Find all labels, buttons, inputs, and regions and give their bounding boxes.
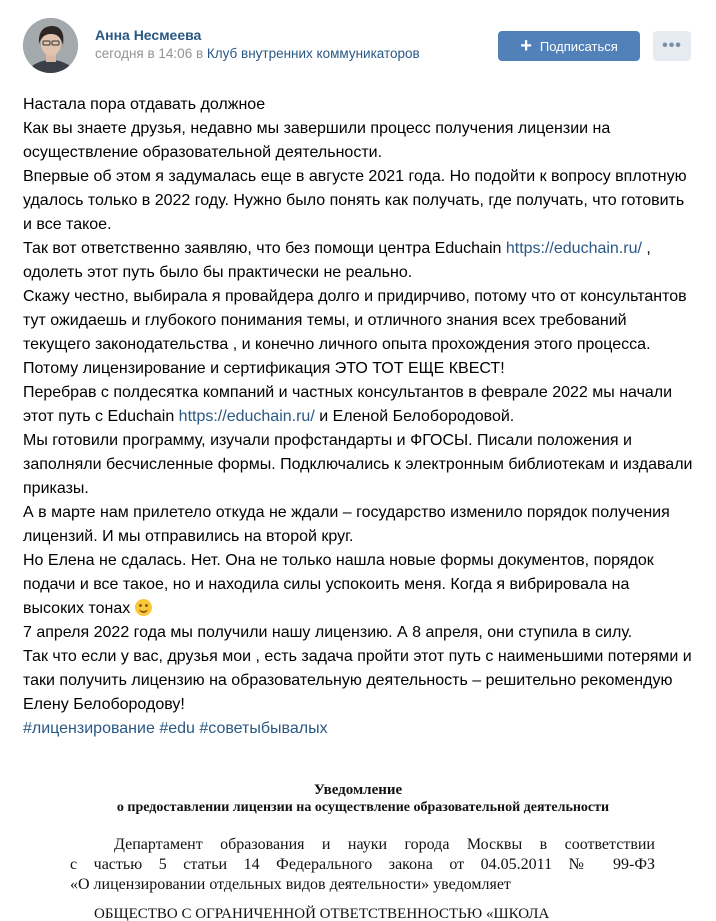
plus-icon: + [520, 35, 532, 57]
hashtag-link[interactable]: #советыбывалых [199, 720, 328, 737]
group-link[interactable]: Клуб внутренних коммуникаторов [206, 46, 420, 61]
post-paragraph: Настала пора отдавать должное [23, 96, 266, 113]
more-icon: ••• [662, 37, 682, 54]
document-line: «О лицензировании отдельных видов деятельности» уведомляет [70, 876, 511, 893]
text-span: Перебрав с полдесятка компаний и частных консультантов в феврале 2022 мы начали этот путь с Educhain [23, 384, 673, 425]
post-paragraph: Впервые об этом я задумалась еще в августе 2021 года. Но подойти к вопросу вплотную удалось только в 2022 году. Нужно было понять как получать, где получать, что готовить и все такое. [23, 168, 687, 233]
subscribe-button[interactable] [498, 31, 640, 61]
post-paragraph [23, 237, 693, 285]
post-paragraph: Мы готовили программу, изучали профстандарты и ФГОСЫ. Писали положения и заполняли бесчисленные формы. Подключались к электронным библиотекам и издавали приказы. [23, 432, 693, 497]
post-paragraph: А в марте нам прилетело откуда не ждали – государство изменило порядок получения лицензий. И мы отправились на второй круг. [23, 504, 670, 545]
subscribe-label: Подписаться [539, 38, 618, 54]
author-name[interactable]: Анна Несмеева [95, 27, 202, 43]
text-span: Но Елена не сдалась. Нет. Она не только нашла новые формы документов, порядок подачи и все такое, но и находила силы успокоить меня. Когда я вибрировала на высоких тонах [23, 552, 654, 617]
text-span: , одолеть этот путь было бы практически не реально. [23, 240, 651, 281]
document-line: ОБЩЕСТВО С ОГРАНИЧЕННОЙ ОТВЕТСТВЕННОСТЬЮ «ШКОЛА [94, 906, 550, 921]
document-line: Департамент образования и науки города Москвы в соответствии [114, 836, 655, 853]
author-avatar[interactable] [23, 18, 78, 73]
document-line: с частью 5 статьи 14 Федерального закона от 04.05.2011 № 99-ФЗ [70, 856, 655, 873]
attached-document-image[interactable] [0, 760, 716, 921]
post-paragraph: 7 апреля 2022 года мы получили нашу лицензию. А 8 апреля, они ступила в силу. [23, 624, 633, 641]
more-options-button[interactable] [653, 31, 691, 61]
post-time: сегодня в 14:06 в [95, 46, 204, 61]
post-paragraph [23, 381, 693, 429]
document-title: Уведомление [313, 782, 403, 798]
educhain-link[interactable]: https://educhain.ru/ [178, 408, 315, 425]
hashtag-link[interactable]: #лицензирование [23, 720, 155, 737]
educhain-link[interactable]: https://educhain.ru/ [505, 240, 642, 257]
post-text [23, 93, 693, 741]
hashtags [23, 717, 693, 741]
document-subtitle: о предоставлении лицензии на осуществление образовательной деятельности [116, 800, 610, 815]
hashtag-link[interactable]: #edu [159, 720, 195, 737]
smile-emoji-icon [135, 599, 152, 616]
post-paragraph: Как вы знаете друзья, недавно мы завершили процесс получения лицензии на осуществление образовательной деятельности. [23, 120, 611, 161]
post-paragraph [23, 549, 693, 621]
text-span: и Еленой Белобородовой. [314, 408, 515, 425]
text-span: Так вот ответственно заявляю, что без помощи центра Educhain [23, 240, 506, 257]
post-paragraph: Скажу честно, выбирала я провайдера долго и придирчиво, потому что от консультантов тут ожидаешь и глубокого понимания темы, и отличного знания всех требований текущего законодательства , и конечно личного опыта прохождения этого процесса. Потому лицензирование и сертификация ЭТО ТОТ ЕЩЕ КВЕСТ! [23, 288, 687, 377]
post-paragraph: Так что если у вас, друзья мои , есть задача пройти этот путь с наименьшими потерями и таки получить лицензию на образовательную деятельность – решительно рекомендую Елену Белобородову! [23, 648, 692, 713]
post-meta [95, 46, 420, 61]
